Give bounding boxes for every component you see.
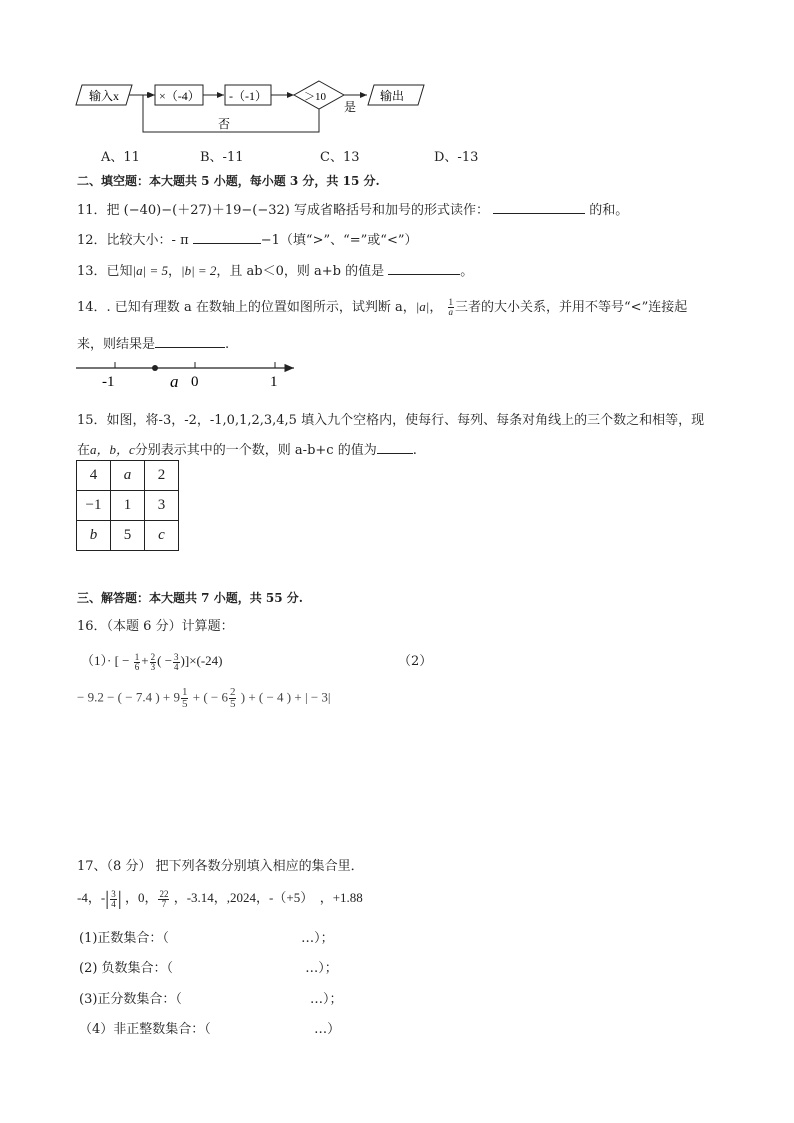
- q13-end: 。: [460, 264, 474, 279]
- magic-row: [77, 491, 179, 521]
- q16-p1-label: （1）: [81, 653, 108, 668]
- q14-comma: ，: [429, 300, 443, 315]
- flow-output-label: 输出: [380, 89, 405, 103]
- q15-number: 15．: [77, 413, 107, 428]
- question-11: [77, 199, 628, 218]
- frac-den: 5: [181, 698, 188, 710]
- q17-set-negative[interactable]: (2) 负数集合：（ …）；: [79, 961, 338, 976]
- flow-no-label: 否: [218, 117, 231, 131]
- flow-decision-label: ＞10: [304, 91, 326, 103]
- frac-den: 3: [150, 661, 156, 672]
- question-13: [77, 260, 473, 279]
- q17-numbers: [77, 887, 363, 911]
- q13-text-1: 已知: [106, 264, 133, 279]
- magic-cell: 1: [111, 491, 145, 521]
- frac-den: 4: [111, 898, 116, 909]
- frac-num: 2: [229, 686, 236, 698]
- magic-cell: a: [111, 461, 145, 491]
- frac-den: 7: [161, 898, 167, 909]
- q17-n2: ，0，: [124, 890, 158, 905]
- q14-end: .: [225, 337, 230, 352]
- magic-row: [77, 521, 179, 551]
- q14-frac-den: a: [448, 307, 454, 317]
- q17-n3: ，-3.14，,2024，-（+5） ，+1.88: [173, 890, 363, 905]
- q11-tail: 的和。: [589, 203, 629, 218]
- nl-label-neg1: -1: [102, 374, 115, 390]
- q16-p2-a: − 9.2 − ( − 7.4 ) + 9: [77, 689, 180, 705]
- magic-cell: b: [77, 521, 111, 551]
- number-line: [74, 358, 300, 390]
- q17-abs-bar-left: |: [105, 887, 110, 910]
- frac-num: 1: [181, 686, 188, 698]
- q13-comma: ，: [167, 264, 181, 279]
- q16-p2-c: ) + ( − 4 ) + | − 3|: [240, 689, 331, 705]
- q14-text-2: 三者的大小关系，并用不等号“<”连接起: [455, 300, 688, 315]
- q12-number: 12．: [77, 233, 107, 248]
- q14-abs-a: |a|: [415, 299, 430, 314]
- section3-heading: 三、解答题：本大题共 7 小题，共 55 分.: [77, 591, 303, 605]
- q12-text: 比较大小：- π: [106, 233, 189, 248]
- q17-set-positive[interactable]: (1)正数集合：（ …）；: [79, 931, 334, 946]
- frac-num: 3: [174, 651, 179, 662]
- nl-label-a: a: [170, 372, 179, 390]
- q17-abs-bar-right: |: [117, 887, 122, 910]
- q11-number: 11．: [77, 203, 107, 218]
- q13-answer-blank[interactable]: [388, 262, 460, 275]
- q15-text-1: 如图，将-3，-2，-1,0,1,2,3,4,5 填入九个空格内，使每行、每列、每条对角线上的三个数之和相等，现: [106, 413, 705, 428]
- q17-fraction: [158, 890, 169, 909]
- number-line-point-a: [152, 365, 158, 371]
- q13-abs-a: |a| = 5: [132, 263, 168, 278]
- frac-num: 3: [111, 888, 116, 899]
- question-14-line2: [77, 333, 229, 352]
- q16-p1-mid: ( −: [157, 653, 173, 668]
- q12-answer-blank[interactable]: [193, 231, 261, 244]
- frac-den: 4: [174, 661, 179, 672]
- frac-num: 1: [134, 651, 140, 662]
- q17-abs-fraction: [110, 890, 117, 909]
- frac-num: 22: [159, 888, 169, 899]
- q11-answer-blank[interactable]: [493, 201, 585, 214]
- nl-label-0: 0: [191, 374, 199, 390]
- frac-den: 6: [134, 661, 140, 672]
- q16-p2-frac1: [181, 687, 189, 710]
- magic-cell: c: [145, 521, 179, 551]
- frac-num: 2: [150, 651, 156, 662]
- q16-p1-pre: · [ −: [107, 653, 130, 668]
- question-16-title: 16．（本题 6 分）计算题：: [77, 619, 234, 634]
- q16-p2-b: + ( − 6: [192, 689, 228, 705]
- section2-heading: 二、填空题：本大题共 5 小题，每小题 3 分，共 15 分.: [77, 174, 380, 188]
- q13-text-2: ，且 ab＜0，则 a+b 的值是: [216, 264, 385, 279]
- question-12: [77, 229, 417, 248]
- q17-n1: -4，-: [77, 890, 106, 905]
- q14-text-3: 来，则结果是: [77, 337, 156, 352]
- q14-text-1: . 已知有理数 a 在数轴上的位置如图所示，试判断 a，: [106, 300, 416, 315]
- q16-p1-frac2: [150, 653, 157, 672]
- question-15-line2: [77, 439, 417, 458]
- q12-tail: −1（填“>”、“=”或“<”）: [260, 233, 418, 248]
- q15-vars: a，b，c: [90, 442, 135, 457]
- q15-text-2: 在: [77, 443, 91, 458]
- q10-option-b: B、-11: [200, 150, 244, 165]
- q16-p2-label: （2）: [398, 654, 433, 669]
- q14-reciprocal-fraction: [448, 298, 455, 317]
- q11-text: 把 (−40)−(＋27)＋19−(−32) 写成省略括号和加号的形式读作：: [106, 203, 489, 218]
- magic-cell: −1: [77, 491, 111, 521]
- q16-p1-frac1: [134, 653, 141, 672]
- q16-part1: [81, 650, 223, 672]
- q16-p2-frac2: [229, 687, 237, 710]
- q10-option-d: D、-13: [434, 150, 479, 165]
- flow-step2-label: -（-1）: [229, 89, 267, 103]
- q17-set-nonpositive-integer[interactable]: （4）非正整数集合：（ …）: [79, 1022, 341, 1037]
- magic-row: [77, 461, 179, 491]
- nl-label-1: 1: [270, 374, 278, 390]
- q14-answer-blank[interactable]: [155, 335, 225, 348]
- magic-cell: 3: [145, 491, 179, 521]
- flow-yes-label: 是: [344, 100, 357, 114]
- question-17-title: 17、（8 分） 把下列各数分别填入相应的集合里．: [77, 859, 364, 874]
- frac-den: 5: [229, 698, 236, 710]
- q14-number: 14．: [77, 300, 107, 315]
- flow-input-label: 输入x: [89, 89, 120, 103]
- flowchart: [70, 78, 440, 138]
- q17-set-positive-fraction[interactable]: (3)正分数集合：（ …）；: [79, 992, 343, 1007]
- magic-cell: 5: [111, 521, 145, 551]
- q10-option-a: A、11: [101, 150, 140, 165]
- q16-p1-frac3: [173, 653, 180, 672]
- q14-frac-num: 1: [448, 297, 454, 307]
- q16-part2: [77, 687, 331, 710]
- q16-p1-post: )]×(-24): [180, 653, 223, 668]
- magic-cell: 2: [145, 461, 179, 491]
- q15-end: .: [412, 443, 417, 458]
- magic-square: [76, 460, 179, 551]
- flow-step1-label: ×（-4）: [159, 89, 200, 103]
- q10-option-c: C、13: [320, 150, 360, 165]
- q16-p1-plus: +: [141, 653, 149, 668]
- q13-number: 13．: [77, 264, 107, 279]
- question-14-line1: [77, 296, 687, 317]
- q13-abs-b: |b| = 2: [181, 263, 217, 278]
- q15-answer-blank[interactable]: [377, 441, 413, 454]
- question-15-line1: [77, 409, 704, 428]
- magic-cell: 4: [77, 461, 111, 491]
- q15-text-3: 分别表示其中的一个数，则 a-b+c 的值为: [134, 443, 377, 458]
